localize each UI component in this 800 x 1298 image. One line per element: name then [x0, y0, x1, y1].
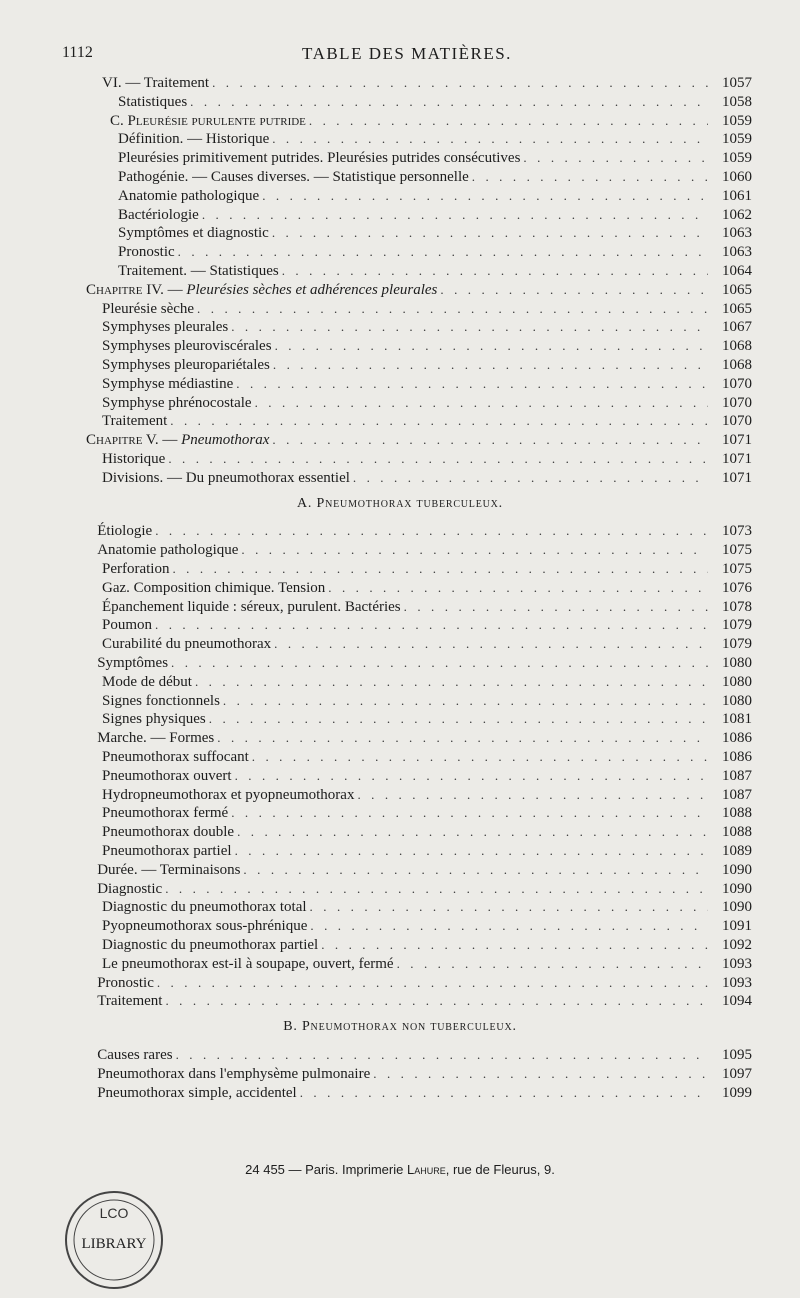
toc-entry-label: Curabilité du pneumothorax [102, 636, 272, 653]
toc-entry-page: 1094 [721, 993, 752, 1010]
toc-entry-page: 1065 [722, 300, 752, 317]
toc-entry-label: Chapitre V. — Pneumothorax [86, 432, 270, 449]
leader-dots [397, 955, 708, 973]
toc-entry[interactable] [0, 149, 752, 167]
toc-entry-label: Épanchement liquide : séreux, purulent. Bactéries [102, 598, 401, 615]
toc-entry-label: Pyopneumothorax sous-phrénique [102, 918, 308, 935]
leader-dots [165, 880, 708, 898]
leader-dots [190, 93, 708, 111]
toc-entry[interactable] [0, 541, 752, 559]
toc-entry[interactable] [0, 431, 752, 449]
toc-entry-page: 1070 [722, 413, 752, 430]
leader-dots [274, 635, 708, 653]
leader-dots [328, 579, 708, 597]
toc-entry-page: 1090 [721, 880, 752, 897]
leader-dots [195, 673, 708, 691]
toc-entry-label: VI. — Traitement [102, 75, 210, 91]
toc-entry[interactable] [0, 300, 752, 318]
toc-entry[interactable] [0, 710, 752, 728]
library-stamp [62, 1188, 166, 1292]
leader-dots [353, 469, 708, 487]
toc-entry-page: 1068 [722, 338, 752, 355]
toc-entry[interactable] [0, 560, 752, 578]
leader-dots [309, 112, 708, 130]
toc-entry-label: Pneumothorax dans l'emphysème pulmonaire [97, 1065, 371, 1082]
toc-entry-page: 1060 [722, 169, 752, 185]
imprint-suffix: , rue de Fleurus, 9. [445, 1162, 555, 1177]
toc-entry-label: Pneumothorax double [102, 824, 235, 841]
leader-dots [310, 898, 708, 916]
toc-entry-label: Durée. — Terminaisons [97, 861, 241, 878]
leader-dots [272, 130, 708, 148]
toc-entry-label: Symphyses pleuropariétales [102, 357, 270, 373]
toc-entry[interactable] [0, 130, 752, 148]
toc-entry-label: Statistiques [118, 93, 188, 110]
toc-entry-page: 1079 [722, 636, 752, 653]
leader-dots [255, 394, 708, 412]
imprint-prefix: 24 455 — Paris. Imprimerie [245, 1162, 407, 1177]
leader-dots [235, 842, 708, 860]
toc-entry[interactable] [0, 337, 752, 355]
toc-entry[interactable] [0, 262, 752, 280]
leader-dots [217, 729, 708, 747]
toc-entry[interactable] [0, 579, 752, 597]
leader-dots [243, 861, 708, 879]
toc-entry-page: 1071 [722, 432, 752, 449]
toc-entry-page: 1071 [722, 469, 752, 486]
toc-entry[interactable] [0, 187, 752, 205]
leader-dots [236, 375, 708, 393]
toc-entry-page: 1087 [722, 786, 752, 803]
toc-entry[interactable] [0, 974, 752, 992]
toc-entry-label: Définition. — Historique [118, 131, 270, 148]
toc-entry[interactable] [0, 786, 752, 804]
leader-dots [440, 281, 708, 299]
toc-entry-page: 1097 [721, 1065, 752, 1082]
toc-entry-page: 1058 [722, 93, 752, 110]
leader-dots [178, 243, 708, 261]
leader-dots [275, 337, 708, 355]
toc-entry-label: Signes physiques [102, 711, 206, 728]
toc-entry-page: 1059 [722, 131, 752, 148]
toc-entry-page: 1099 [721, 1084, 752, 1101]
toc-entry-page: 1067 [722, 319, 752, 336]
leader-dots [300, 1084, 708, 1102]
toc-entry-label: Traitement. — Statistiques [118, 263, 279, 279]
toc-entry[interactable] [0, 281, 752, 299]
toc-entry-label: Historique [102, 451, 166, 467]
toc-entry-label: Gaz. Composition chimique. Tension [102, 579, 326, 596]
leader-dots [523, 149, 708, 167]
toc-entry-label: Marche. — Formes [97, 730, 215, 747]
toc-entry-label: Symptômes [97, 655, 169, 671]
toc-entry-label: Étiologie [97, 523, 153, 540]
toc-entry-page: 1063 [722, 225, 752, 242]
toc-entry[interactable] [0, 243, 752, 261]
toc-entry[interactable] [0, 861, 752, 879]
toc-entry[interactable] [0, 804, 752, 822]
page-number: 1112 [62, 44, 93, 61]
leader-dots [176, 1046, 708, 1064]
toc-entry-page: 1080 [722, 673, 752, 690]
leader-dots [171, 654, 708, 672]
leader-dots [157, 974, 708, 992]
toc-entry-page: 1059 [722, 112, 752, 129]
leader-dots [168, 450, 708, 468]
toc-entry-page: 1063 [722, 244, 752, 261]
toc-entry-label: Traitement [97, 993, 163, 1010]
toc-entry-page: 1088 [722, 824, 752, 841]
toc-entry-label: Anatomie pathologique [118, 187, 260, 204]
leader-dots [404, 598, 708, 616]
toc-entry[interactable] [0, 318, 752, 336]
toc-entry-page: 1073 [721, 523, 752, 540]
toc-entry-page: 1057 [722, 75, 752, 91]
toc-entry-page: 1086 [721, 730, 752, 747]
toc-entry-label: Pneumothorax simple, accidentel [97, 1084, 297, 1101]
printer-imprint [0, 1162, 800, 1177]
toc-entry-label: Pneumothorax ouvert [102, 767, 232, 784]
toc-entry-label: Hydropneumothorax et pyopneumothorax [102, 786, 355, 803]
section-heading: A. Pneumothorax tuberculeux. [297, 495, 503, 511]
leader-dots [231, 804, 708, 822]
toc-entry-page: 1090 [722, 899, 752, 916]
leader-dots [212, 74, 708, 92]
toc-entry[interactable] [0, 412, 752, 430]
leader-dots [209, 710, 708, 728]
toc-entry-label: Divisions. — Du pneumothorax essentiel [102, 469, 350, 486]
toc-entry[interactable] [0, 469, 752, 487]
toc-entry-page: 1068 [722, 357, 752, 373]
leader-dots [197, 300, 708, 318]
toc-entry-label: Pathogénie. — Causes diverses. — Statistique personnelle [118, 169, 469, 185]
toc-entry-page: 1061 [722, 187, 752, 204]
toc-entry-page: 1093 [722, 955, 752, 972]
toc-entry-label: Symphyse médiastine [102, 375, 234, 392]
toc-entry[interactable] [0, 692, 752, 710]
stamp-main-text: LIBRARY [81, 1236, 147, 1252]
leader-dots [165, 992, 708, 1010]
toc-entry[interactable] [0, 898, 752, 916]
toc-entry-label: Signes fonctionnels [102, 692, 220, 709]
toc-entry[interactable] [0, 450, 752, 468]
toc-entry-page: 1090 [721, 861, 752, 878]
toc-entry-label: Perforation [102, 561, 170, 577]
page-title: TABLE DES MATIÈRES. [302, 44, 512, 63]
toc-entry-page: 1093 [721, 974, 752, 991]
toc-entry-label: Pronostic [118, 244, 175, 261]
toc-entry-page: 1076 [722, 579, 752, 596]
toc-entry[interactable] [0, 955, 752, 973]
toc-entry-page: 1062 [722, 206, 752, 223]
leader-dots [170, 412, 708, 430]
toc-entry-label: Anatomie pathologique [97, 542, 239, 559]
toc-entry-page: 1086 [722, 749, 752, 765]
imprint-printer-name: Lahure [406, 1162, 446, 1177]
toc-entry-label: Traitement [102, 413, 168, 430]
toc-entry-label: Pleurésies primitivement putrides. Pleurésies putrides consécutives [118, 150, 521, 167]
toc-entry[interactable] [0, 992, 752, 1010]
toc-entry-label: Bactériologie [118, 206, 199, 223]
toc-entry-label: Poumon [102, 617, 153, 634]
toc-entry[interactable] [0, 842, 752, 860]
toc-entry-label: Chapitre IV. — Pleurésies sèches et adhérences pleurales [86, 281, 438, 298]
toc-entry[interactable] [0, 767, 752, 785]
toc-entry[interactable] [0, 748, 752, 766]
toc-entry-page: 1089 [722, 843, 752, 859]
toc-entry-label: Le pneumothorax est-il à soupape, ouvert, fermé [102, 955, 394, 972]
toc-entry[interactable] [0, 522, 752, 540]
leader-dots [252, 748, 708, 766]
leader-dots [231, 318, 708, 336]
toc-entry-label: Symptômes et diagnostic [118, 225, 269, 242]
toc-entry-page: 1080 [722, 692, 752, 709]
leader-dots [172, 560, 708, 578]
leader-dots [237, 823, 708, 841]
leader-dots [273, 356, 708, 374]
leader-dots [282, 262, 708, 280]
toc-entry[interactable] [0, 729, 752, 747]
toc-entry-label: Pneumothorax partiel [102, 843, 232, 859]
toc-entry-page: 1087 [722, 767, 752, 784]
leader-dots [472, 168, 708, 186]
toc-entry-page: 1092 [722, 937, 752, 953]
toc-entry-page: 1095 [721, 1047, 752, 1063]
running-header [62, 44, 752, 68]
leader-dots [235, 767, 708, 785]
toc-entry-page: 1079 [722, 617, 752, 634]
toc-entry[interactable] [0, 375, 752, 393]
leader-dots [241, 541, 708, 559]
toc-entry[interactable] [0, 598, 752, 616]
toc-entry[interactable] [0, 1084, 752, 1102]
toc-entry-page: 1078 [722, 598, 752, 615]
toc-entry-label: Symphyses pleurales [102, 319, 229, 336]
toc-entry-label: Pleurésie sèche [102, 300, 195, 317]
toc-entry[interactable] [0, 635, 752, 653]
leader-dots [155, 522, 708, 540]
toc-entry[interactable] [0, 673, 752, 691]
toc-entry[interactable] [0, 936, 752, 954]
leader-dots [357, 786, 708, 804]
leader-dots [155, 616, 708, 634]
toc-entry[interactable] [0, 168, 752, 186]
toc-entry-label: Pronostic [97, 974, 154, 991]
toc-entry-page: 1088 [722, 805, 752, 822]
toc-entry-label: Causes rares [97, 1047, 173, 1063]
toc-entry-page: 1081 [722, 711, 752, 728]
section-heading: B. Pneumothorax non tuberculeux. [283, 1019, 517, 1035]
toc-entry-label: Diagnostic [97, 880, 163, 897]
leader-dots [321, 936, 708, 954]
toc-entry-label: Pneumothorax fermé [102, 805, 229, 822]
leader-dots [310, 917, 708, 935]
toc-entry-page: 1080 [721, 655, 752, 671]
toc-entry-label: Mode de début [102, 673, 192, 690]
toc-entry[interactable] [0, 93, 752, 111]
toc-entry-page: 1070 [722, 375, 752, 392]
toc-entry[interactable] [0, 74, 752, 92]
toc-entry-page: 1091 [722, 918, 752, 935]
toc-entry-page: 1059 [722, 150, 752, 167]
toc-entry[interactable] [0, 1046, 752, 1064]
toc-entry-label: Diagnostic du pneumothorax total [102, 899, 307, 916]
leader-dots [262, 187, 708, 205]
toc-entry-page: 1064 [722, 263, 752, 279]
leader-dots [272, 431, 708, 449]
toc-entry-label: Symphyse phrénocostale [102, 394, 252, 411]
toc-entry-page: 1071 [722, 451, 752, 467]
stamp-top-text: LCO [99, 1205, 129, 1221]
toc-entry[interactable] [0, 880, 752, 898]
toc-entry-page: 1065 [722, 281, 752, 298]
toc-entry[interactable] [0, 356, 752, 374]
toc-entry[interactable] [0, 1065, 752, 1083]
toc-entry-label: Symphyses pleuroviscérales [102, 338, 272, 355]
toc-entry[interactable] [0, 224, 752, 242]
toc-entry[interactable] [0, 206, 752, 224]
leader-dots [373, 1065, 708, 1083]
toc-entry[interactable] [0, 616, 752, 634]
leader-dots [272, 224, 708, 242]
toc-entry-page: 1075 [721, 542, 752, 559]
leader-dots [223, 692, 708, 710]
toc-entry-label: C. Pleurésie purulente putride [110, 112, 306, 129]
toc-entry-page: 1075 [722, 561, 752, 577]
toc-entry[interactable] [0, 917, 752, 935]
toc-entry[interactable] [0, 394, 752, 412]
toc-entry[interactable] [0, 654, 752, 672]
leader-dots [202, 206, 708, 224]
toc-entry[interactable] [0, 823, 752, 841]
toc-entry-label: Diagnostic du pneumothorax partiel [102, 937, 319, 953]
toc-entry-label: Pneumothorax suffocant [102, 749, 249, 765]
toc-entry[interactable] [0, 112, 752, 130]
toc-entry-page: 1070 [722, 394, 752, 411]
